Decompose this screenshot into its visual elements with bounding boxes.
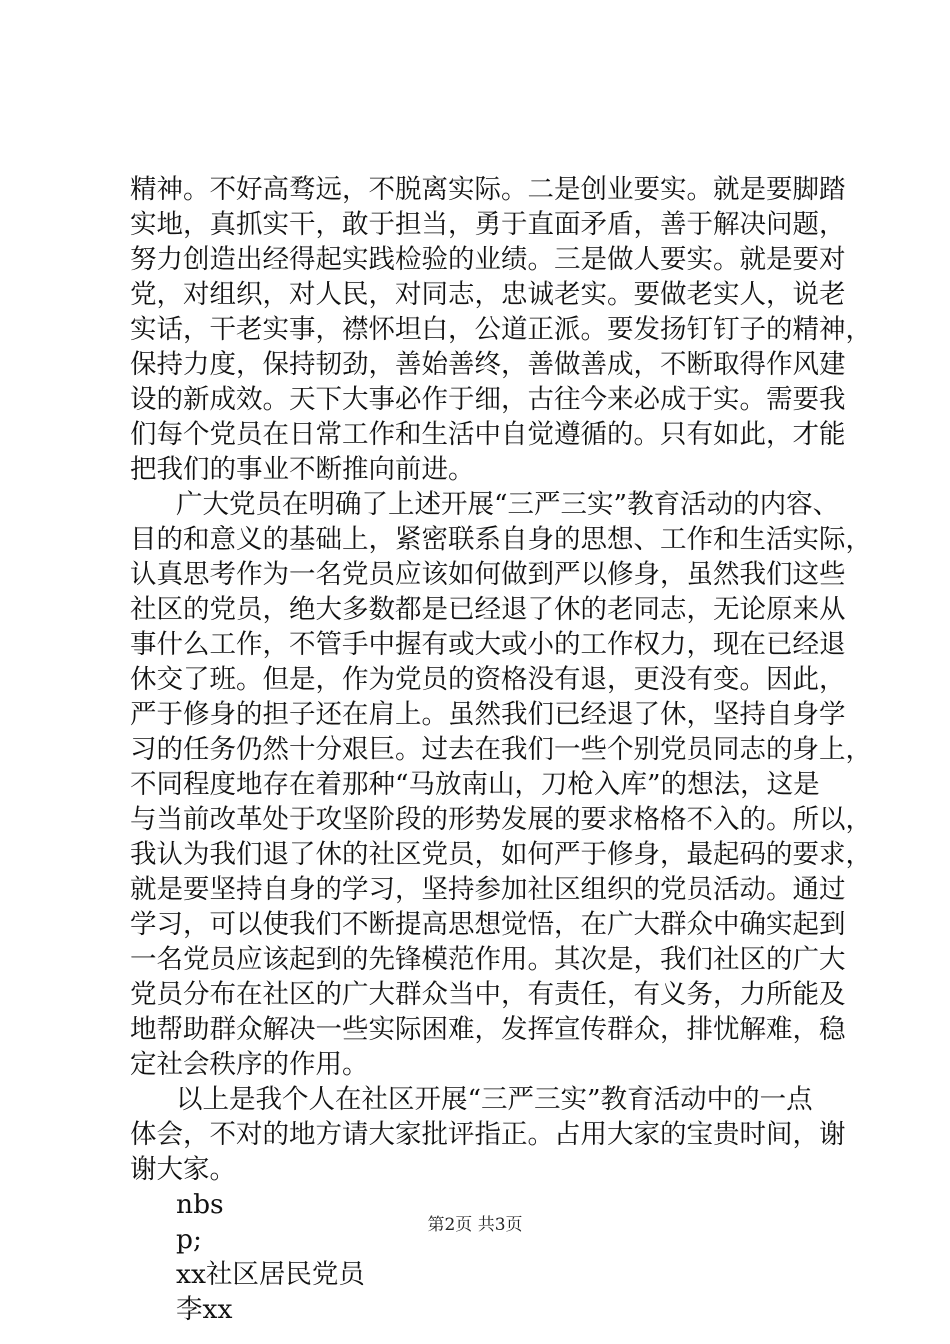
text-line: 设的新成效。天下大事必作于细，古往今来必成于实。需要我 [130,384,846,415]
text-line: 与当前改革处于攻坚阶段的形势发展的要求格格不入的。所以， [130,804,872,835]
text-line: 休交了班。但是，作为党员的资格没有退，更没有变。因此， [130,664,846,695]
text-line: 们每个党员在日常工作和生活中自觉遵循的。只有如此，才能 [130,419,846,450]
text-line: 体会，不对的地方请大家批评指正。占用大家的宝贵时间，谢 [130,1119,846,1150]
text-line: 党员分布在社区的广大群众当中，有责任，有义务，力所能及 [130,979,846,1010]
text-line: 努力创造出经得起实践检验的业绩。三是做人要实。就是要对 [130,244,846,275]
text-line: nbs [176,1189,224,1220]
text-line: p; [176,1224,202,1255]
text-line: 不同程度地存在着那种“马放南山，刀枪入库”的想法，这是 [130,769,820,800]
text-line: 地帮助群众解决一些实际困难，发挥宣传群众，排忧解难，稳 [130,1014,846,1045]
text-line: 就是要坚持自身的学习，坚持参加社区组织的党员活动。通过 [130,874,846,905]
text-line: 党，对组织，对人民，对同志，忠诚老实。要做老实人，说老 [130,279,846,310]
text-line: 严于修身的担子还在肩上。虽然我们已经退了休，坚持自身学 [130,699,846,730]
text-line: 认真思考作为一名党员应该如何做到严以修身，虽然我们这些 [130,559,846,590]
text-line: 精神。不好高骛远，不脱离实际。二是创业要实。就是要脚踏 [130,174,846,205]
page-footer: 第2页 共3页 [427,1215,523,1235]
text-line: 李xx [176,1294,233,1325]
text-line: 一名党员应该起到的先锋模范作用。其次是，我们社区的广大 [130,944,846,975]
text-line: 学习，可以使我们不断提高思想觉悟，在广大群众中确实起到 [130,909,846,940]
text-line: 事什么工作，不管手中握有或大或小的工作权力，现在已经退 [130,629,846,660]
text-line: xx社区居民党员 [176,1259,365,1290]
text-line: 社区的党员，绝大多数都是已经退了休的老同志，无论原来从 [130,594,846,625]
text-line: 保持力度，保持韧劲，善始善终，善做善成，不断取得作风建 [130,349,846,380]
text-line: 把我们的事业不断推向前进。 [130,454,475,485]
text-line: 目的和意义的基础上，紧密联系自身的思想、工作和生活实际， [130,524,872,555]
text-line: 习的任务仍然十分艰巨。过去在我们一些个别党员同志的身上， [130,734,872,765]
text-line: 我认为我们退了休的社区党员，如何严于修身，最起码的要求， [130,839,872,870]
body-text [130,172,872,1327]
text-line: 实话，干老实事，襟怀坦白，公道正派。要发扬钉钉子的精神， [130,314,872,345]
text-line: 以上是我个人在社区开展“三严三实”教育活动中的一点 [176,1084,813,1115]
text-line: 广大党员在明确了上述开展“三严三实”教育活动的内容、 [176,489,840,520]
text-line: 实地，真抓实干，敢于担当，勇于直面矛盾，善于解决问题， [130,209,846,240]
text-line: 谢大家。 [130,1154,236,1185]
text-line: 定社会秩序的作用。 [130,1049,369,1080]
